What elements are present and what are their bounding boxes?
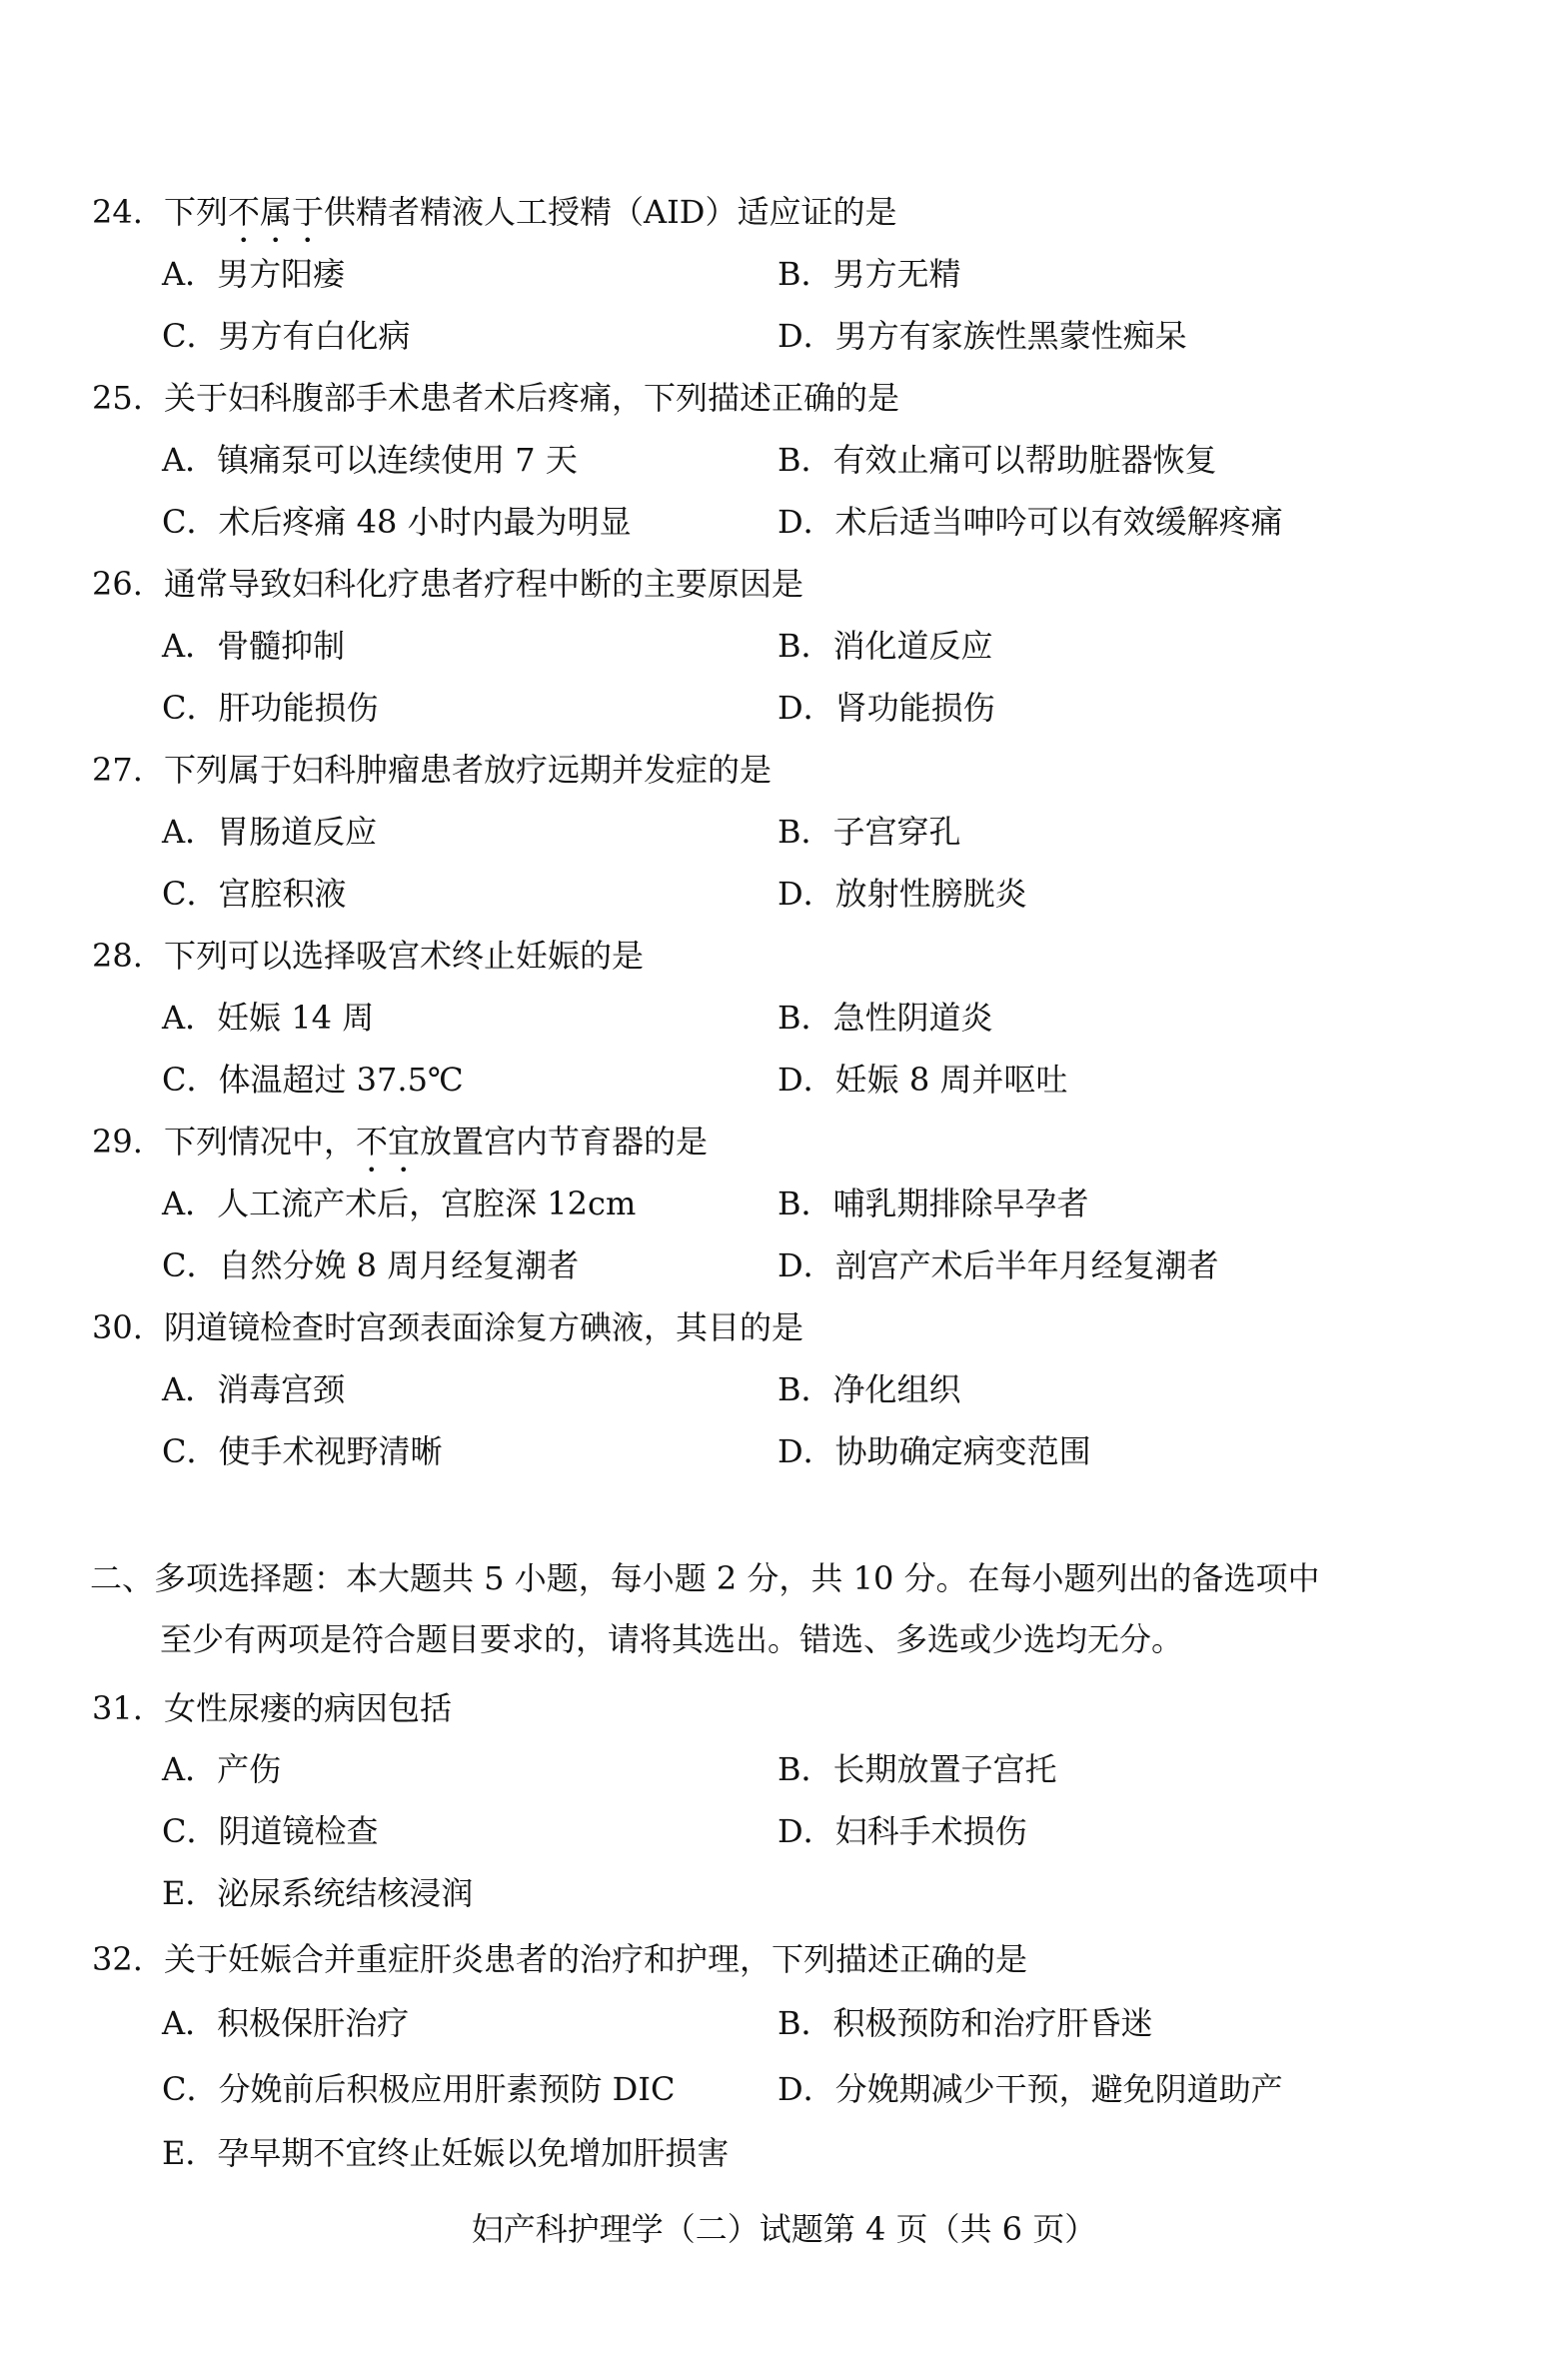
option-c xyxy=(162,491,632,553)
stem-text: 下列属于妇科肿瘤患者放疗远期并发症的是 xyxy=(164,751,773,789)
option-text: 有效止痛可以帮助脏器恢复 xyxy=(832,441,1217,479)
question-25 xyxy=(0,367,1568,429)
option-label: B． xyxy=(778,255,833,293)
option-b xyxy=(778,1992,1153,2054)
option-b xyxy=(778,243,961,305)
option-text: 肾功能损伤 xyxy=(834,689,995,727)
option-label: B． xyxy=(778,813,833,851)
option-label: B． xyxy=(778,1185,833,1222)
option-row xyxy=(0,429,1568,491)
question-stem xyxy=(164,1928,1027,1990)
option-text: 骨髓抑制 xyxy=(217,627,346,665)
question-stem xyxy=(164,367,899,429)
stem-text: 下列 xyxy=(164,193,229,231)
option-label: C． xyxy=(162,875,219,913)
question-stem xyxy=(164,925,644,987)
stem-text: 供精者精液人工授精（AID）适应证的是 xyxy=(324,193,897,231)
question-number: 24. xyxy=(92,193,143,231)
option-row xyxy=(0,243,1568,305)
option-label: A． xyxy=(162,813,218,851)
option-row xyxy=(0,987,1568,1049)
option-d xyxy=(778,863,1027,925)
option-label: D． xyxy=(778,1246,835,1284)
section-2-instructions: 二、多项选择题：本大题共 5 小题，每小题 2 分，共 10 分。在每小题列出的备选项中 xyxy=(90,1559,1320,1597)
option-label: A． xyxy=(162,627,218,665)
option-label: B． xyxy=(778,627,833,665)
option-label: C． xyxy=(162,317,219,355)
option-label: C． xyxy=(162,1812,219,1850)
option-b xyxy=(778,1173,1089,1234)
question-30 xyxy=(0,1296,1568,1358)
option-row xyxy=(0,801,1568,863)
option-e xyxy=(162,1862,473,1924)
option-text: 男方阳痿 xyxy=(217,255,346,293)
option-d xyxy=(778,1234,1219,1296)
option-label: C． xyxy=(162,503,219,541)
option-d xyxy=(778,1049,1067,1111)
stem-text: 阴道镜检查时宫颈表面涂复方碘液，其目的是 xyxy=(164,1308,804,1346)
question-stem xyxy=(164,181,896,250)
option-text: 人工流产术后，宫腔深 12cm xyxy=(217,1185,637,1222)
option-text: 镇痛泵可以连续使用 7 天 xyxy=(217,441,578,479)
option-text: 肝功能损伤 xyxy=(218,689,379,727)
option-text: 消毒宫颈 xyxy=(217,1370,346,1408)
option-text: 术后疼痛 48 小时内最为明显 xyxy=(218,503,632,541)
option-label: D． xyxy=(778,875,835,913)
option-c xyxy=(162,305,411,367)
question-stem xyxy=(164,553,803,615)
option-a xyxy=(162,1738,281,1800)
option-label: A． xyxy=(162,1185,218,1222)
option-label: C． xyxy=(162,689,219,727)
option-c xyxy=(162,1420,443,1482)
option-d xyxy=(778,305,1187,367)
question-number: 28. xyxy=(92,937,143,975)
option-a xyxy=(162,243,345,305)
option-text: 子宫穿孔 xyxy=(832,813,961,851)
stem-text: 下列可以选择吸宫术终止妊娠的是 xyxy=(164,937,645,975)
option-b xyxy=(778,615,993,677)
option-a xyxy=(162,429,578,491)
option-a xyxy=(162,801,377,863)
option-row xyxy=(0,1992,1568,2054)
option-b xyxy=(778,1738,1057,1800)
question-number: 30. xyxy=(92,1308,143,1346)
question-stem xyxy=(164,1677,452,1739)
option-text: 哺乳期排除早孕者 xyxy=(832,1185,1089,1222)
stem-text: 关于妇科腹部手术患者术后疼痛，下列描述正确的是 xyxy=(164,379,900,417)
option-label: E． xyxy=(162,2134,218,2172)
option-row xyxy=(0,1738,1568,1800)
option-label: B． xyxy=(778,2004,833,2042)
question-31 xyxy=(0,1677,1568,1739)
option-text: 妊娠 8 周并呕吐 xyxy=(834,1061,1068,1099)
question-number: 26. xyxy=(92,565,143,603)
question-29 xyxy=(0,1111,1568,1173)
question-32 xyxy=(0,1928,1568,1990)
question-27 xyxy=(0,739,1568,801)
question-28 xyxy=(0,925,1568,987)
option-label: D． xyxy=(778,1812,835,1850)
option-text: 体温超过 37.5℃ xyxy=(218,1061,464,1099)
question-stem xyxy=(164,1296,803,1358)
question-number: 31. xyxy=(92,1689,143,1727)
option-row xyxy=(0,677,1568,739)
option-label: C． xyxy=(162,2070,219,2108)
option-text: 分娩期减少干预，避免阴道助产 xyxy=(834,2070,1283,2108)
option-text: 使手术视野清晰 xyxy=(218,1432,443,1470)
option-label: B． xyxy=(778,1370,833,1408)
option-c xyxy=(162,1234,579,1296)
option-label: A． xyxy=(162,999,218,1037)
option-c xyxy=(162,2058,675,2120)
option-a xyxy=(162,1358,345,1420)
option-text: 净化组织 xyxy=(832,1370,961,1408)
section-2-header-line2 xyxy=(0,1608,1568,1670)
option-b xyxy=(778,801,961,863)
option-text: 男方有家族性黑蒙性痴呆 xyxy=(834,317,1187,355)
emphasized-text: 不属于 xyxy=(228,193,325,231)
option-row xyxy=(0,1420,1568,1482)
option-a xyxy=(162,1992,409,2054)
option-d xyxy=(778,677,995,739)
option-label: D． xyxy=(778,1432,835,1470)
option-b xyxy=(778,987,993,1049)
section-2-header-line1 xyxy=(0,1547,1568,1609)
stem-text: 放置宫内节育器的是 xyxy=(420,1123,709,1161)
option-a xyxy=(162,615,345,677)
option-d xyxy=(778,1420,1091,1482)
option-row xyxy=(0,615,1568,677)
option-d xyxy=(778,491,1283,553)
question-24 xyxy=(0,181,1568,243)
option-c xyxy=(162,863,347,925)
option-text: 男方无精 xyxy=(832,255,961,293)
option-label: E． xyxy=(162,1874,218,1912)
option-row xyxy=(0,305,1568,367)
option-row xyxy=(0,1358,1568,1420)
option-text: 孕早期不宜终止妊娠以免增加肝损害 xyxy=(217,2134,730,2172)
option-b xyxy=(778,429,1217,491)
option-label: C． xyxy=(162,1246,219,1284)
option-row xyxy=(0,863,1568,925)
option-row xyxy=(0,1862,1568,1924)
option-label: B． xyxy=(778,999,833,1037)
option-c xyxy=(162,1800,379,1862)
option-label: A． xyxy=(162,1750,218,1788)
option-text: 阴道镜检查 xyxy=(218,1812,379,1850)
stem-text: 关于妊娠合并重症肝炎患者的治疗和护理，下列描述正确的是 xyxy=(164,1940,1028,1978)
question-26 xyxy=(0,553,1568,615)
option-row xyxy=(0,491,1568,553)
option-row xyxy=(0,1234,1568,1296)
option-text: 泌尿系统结核浸润 xyxy=(217,1874,474,1912)
option-label: A． xyxy=(162,441,218,479)
option-text: 妇科手术损伤 xyxy=(834,1812,1027,1850)
option-text: 产伤 xyxy=(217,1750,282,1788)
stem-text: 通常导致妇科化疗患者疗程中断的主要原因是 xyxy=(164,565,804,603)
option-label: A． xyxy=(162,1370,218,1408)
option-label: D． xyxy=(778,2070,835,2108)
option-text: 急性阴道炎 xyxy=(832,999,993,1037)
option-text: 胃肠道反应 xyxy=(217,813,378,851)
option-e xyxy=(162,2122,729,2184)
option-text: 男方有白化病 xyxy=(218,317,411,355)
option-text: 消化道反应 xyxy=(832,627,993,665)
option-label: D． xyxy=(778,1061,835,1099)
question-number: 32. xyxy=(92,1940,143,1978)
option-d xyxy=(778,1800,1027,1862)
page-footer: 妇产科护理学（二）试题第 4 页（共 6 页） xyxy=(471,2210,1097,2248)
option-text: 剖宫产术后半年月经复潮者 xyxy=(834,1246,1219,1284)
option-text: 术后适当呻吟可以有效缓解疼痛 xyxy=(834,503,1283,541)
question-stem xyxy=(164,739,772,801)
question-number: 29. xyxy=(92,1123,143,1161)
option-c xyxy=(162,1049,464,1111)
option-label: A． xyxy=(162,2004,218,2042)
option-label: B． xyxy=(778,441,833,479)
option-label: B． xyxy=(778,1750,833,1788)
option-label: C． xyxy=(162,1061,219,1099)
option-b xyxy=(778,1358,961,1420)
section-2-instructions-cont: 至少有两项是符合题目要求的，请将其选出。错选、多选或少选均无分。 xyxy=(160,1620,1184,1658)
option-text: 积极预防和治疗肝昏迷 xyxy=(832,2004,1153,2042)
option-label: D． xyxy=(778,317,835,355)
option-label: C． xyxy=(162,1432,219,1470)
question-number: 25. xyxy=(92,379,143,417)
option-row xyxy=(0,1173,1568,1234)
option-label: D． xyxy=(778,689,835,727)
option-text: 分娩前后积极应用肝素预防 DIC xyxy=(218,2070,676,2108)
option-c xyxy=(162,677,379,739)
option-text: 长期放置子宫托 xyxy=(832,1750,1057,1788)
option-label: D． xyxy=(778,503,835,541)
stem-text: 女性尿瘘的病因包括 xyxy=(164,1689,453,1727)
option-label: A． xyxy=(162,255,218,293)
option-text: 放射性膀胱炎 xyxy=(834,875,1027,913)
option-text: 自然分娩 8 周月经复潮者 xyxy=(218,1246,580,1284)
option-text: 妊娠 14 周 xyxy=(217,999,375,1037)
option-text: 宫腔积液 xyxy=(218,875,347,913)
option-row xyxy=(0,2058,1568,2120)
option-d xyxy=(778,2058,1283,2120)
option-a xyxy=(162,1173,636,1234)
option-row xyxy=(0,2122,1568,2184)
option-a xyxy=(162,987,374,1049)
option-row xyxy=(0,1049,1568,1111)
question-stem xyxy=(164,1111,708,1180)
stem-text: 下列情况中， xyxy=(164,1123,357,1161)
option-text: 积极保肝治疗 xyxy=(217,2004,410,2042)
option-text: 协助确定病变范围 xyxy=(834,1432,1091,1470)
question-number: 27. xyxy=(92,751,143,789)
option-row xyxy=(0,1800,1568,1862)
emphasized-text: 不宜 xyxy=(356,1123,421,1161)
